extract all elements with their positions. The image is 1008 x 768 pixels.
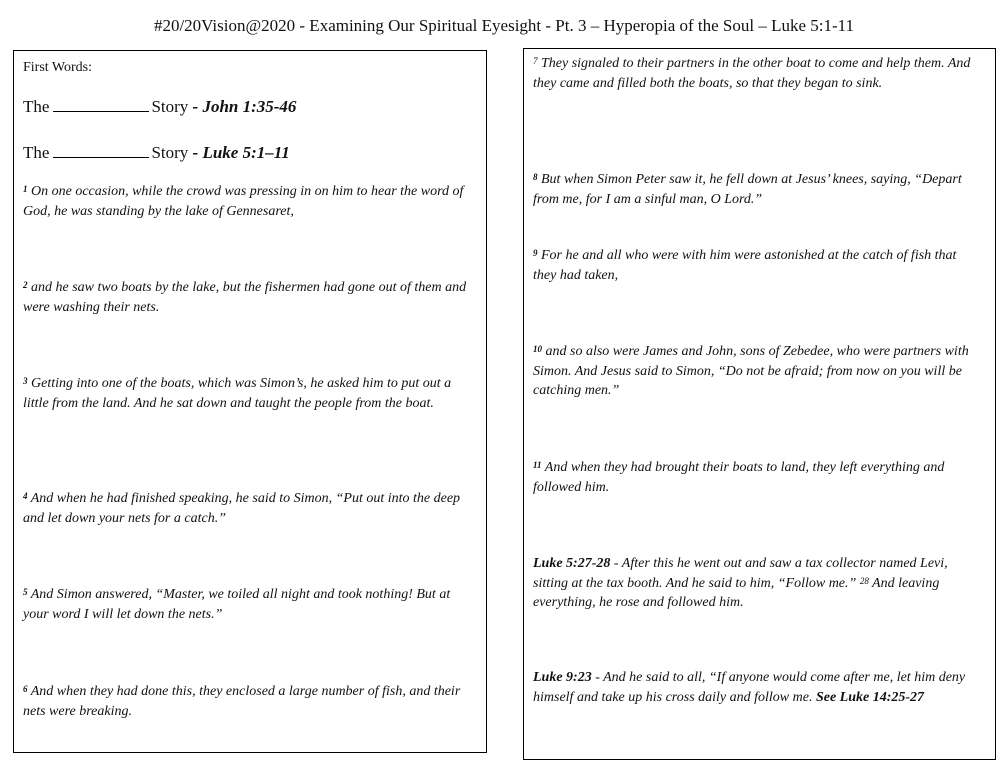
verse-1: [23, 182, 476, 221]
verse-8-number: 8: [533, 172, 538, 182]
verse-8-text: But when Simon Peter saw it, he fell down at Jesus’ knees, saying, “Depart from me, for I am a sinful man, O Lord.”: [533, 172, 962, 207]
verse-3-number: 3: [23, 376, 28, 386]
verse-9-text: For he and all who were with him were astonished at the catch of fish that they had taken,: [533, 248, 957, 283]
verse-9-number: 9: [533, 248, 538, 258]
verse-2-number: 2: [23, 280, 28, 290]
story-2-suffix: Story: [151, 143, 189, 162]
verse-7-text: They signaled to their partners in the other boat to come and help them. And they came and filled both the boats, so that they began to sink.: [533, 56, 971, 91]
page-title: #20/20Vision@2020 - Examining Our Spiritual Eyesight - Pt. 3 – Hyperopia of the Soul – Luke 5:1-11: [153, 16, 855, 35]
verse-6-text: And when they had done this, they enclosed a large number of fish, and their nets were breaking.: [23, 684, 461, 719]
verse-2-text: and he saw two boats by the lake, but the fishermen had gone out of them and were washing their nets.: [23, 280, 467, 315]
luke-9-23-reference: Luke 9:23: [533, 670, 592, 685]
verse-3-text: Getting into one of the boats, which was Simon’s, he asked him to put out a little from the land. And he sat down and taught the people from the boat.: [23, 376, 452, 411]
verse-7: [533, 54, 983, 93]
story-1-dash: -: [188, 97, 203, 116]
story-1-prefix: The: [23, 97, 50, 116]
verse-10-text: and so also were James and John, sons of Zebedee, who were partners with Simon. And Jesus said to Simon, “Do not be afraid; from now on you will be catching men.”: [533, 344, 969, 398]
left-notes-panel: [13, 50, 487, 753]
luke-5-27-text: - After this he went out and saw a tax collector named Levi, sitting at the tax booth. And he said to him, “Follow me.”: [533, 556, 948, 591]
verse-4-text: And when he had finished speaking, he said to Simon, “Put out into the deep and let down your nets for a catch.”: [23, 491, 461, 526]
verse-8: [533, 170, 983, 209]
story-line-2: [23, 143, 290, 163]
verse-1-number: 1: [23, 184, 28, 194]
verse-9: [533, 246, 983, 285]
verse-6: [23, 682, 476, 721]
story-1-blank[interactable]: [53, 97, 149, 112]
story-2-dash: -: [188, 143, 203, 162]
story-line-1: [23, 97, 296, 117]
verse-3: [23, 374, 476, 413]
story-1-suffix: Story: [151, 97, 189, 116]
luke-9-23-text: - And he said to all, “If anyone would come after me, let him deny himself and take up his cross daily and follow me.: [533, 670, 966, 705]
luke-5-27-reference: Luke 5:27-28: [533, 556, 611, 571]
story-1-reference: John 1:35-46: [202, 97, 297, 116]
verse-5: [23, 585, 476, 624]
story-2-blank[interactable]: [53, 143, 149, 158]
see-luke-reference: See Luke 14:25-27: [815, 689, 925, 705]
verse-7-number: 7: [533, 56, 538, 66]
verse-5-text: And Simon answered, “Master, we toiled all night and took nothing! But at your word I will let down the nets.”: [23, 587, 451, 622]
verse-11-text: And when they had brought their boats to land, they left everything and followed him.: [533, 460, 945, 495]
verse-4: [23, 489, 476, 528]
verse-4-number: 4: [23, 491, 28, 501]
verse-2: [23, 278, 476, 317]
verse-11-number: 11: [533, 460, 542, 470]
story-2-reference: Luke 5:1–11: [202, 143, 290, 162]
verse-6-number: 6: [23, 684, 28, 694]
verse-5-number: 5: [23, 587, 28, 597]
first-words-label: First Words:: [23, 60, 93, 75]
luke-9-23-passage: [533, 668, 983, 707]
verse-10: [533, 342, 983, 401]
verse-1-text: On one occasion, while the crowd was pressing in on him to hear the word of God, he was standing by the lake of Gennesaret,: [23, 184, 464, 219]
luke-5-28-text: And leaving everything, he rose and followed him.: [533, 575, 940, 610]
verse-10-number: 10: [533, 344, 542, 354]
story-2-prefix: The: [23, 143, 50, 162]
verse-11: [533, 458, 983, 497]
luke-5-27-passage: [533, 554, 983, 613]
right-notes-panel: [523, 48, 996, 760]
verse-28-number: 28: [859, 575, 869, 586]
